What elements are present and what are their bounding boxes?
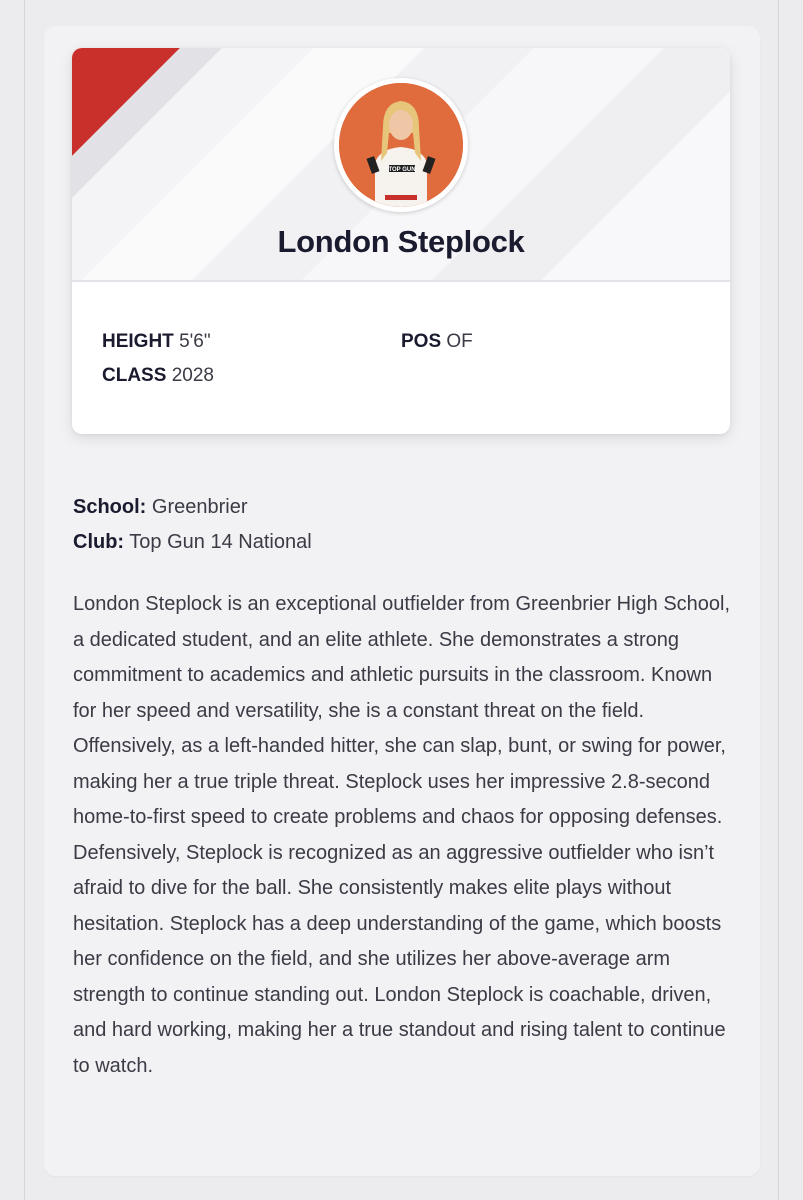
stat-height-value: 5'6" xyxy=(179,331,211,352)
school-label: School: xyxy=(73,496,147,518)
stat-pos-label: POS xyxy=(401,331,442,352)
stat-class-label: CLASS xyxy=(102,365,167,386)
avatar xyxy=(334,78,468,212)
right-edge-line xyxy=(778,0,779,1200)
player-card xyxy=(72,48,730,434)
school-line xyxy=(73,496,248,519)
club-line xyxy=(73,531,312,554)
player-photo-icon xyxy=(339,83,463,207)
club-label: Club: xyxy=(73,531,125,553)
stat-class xyxy=(102,365,214,387)
stat-class-value: 2028 xyxy=(171,365,214,386)
stat-height-label: HEIGHT xyxy=(102,331,174,352)
profile-container xyxy=(44,26,760,1176)
jersey-text: TOP GUN xyxy=(388,167,416,173)
stat-pos-value: OF xyxy=(446,331,473,352)
player-bio: London Steplock is an exceptional outfielder from Greenbrier High School, a dedicated student, and an elite athlete. She demonstrates a strong commitment to academics and athletic pursuits in the classroom. Known for her speed and versatility, she is a constant threat on the field. Offensively, as a left-handed hitter, she can slap, bunt, or swing for power, making her a true triple threat. Steplock uses her impressive 2.8-second home-to-first speed to create problems and chaos for opposing defenses. Defensively, Steplock is recognized as an aggressive outfielder who isn’t afraid to dive for the ball. She consistently makes elite plays without hesitation. Steplock has a deep understanding of the game, which boosts her confidence on the field, and she utilizes her above-average arm strength to continue standing out. London Steplock is coachable, driven, and hard working, making her a true standout and rising talent to continue to watch. xyxy=(73,593,731,1077)
stat-height xyxy=(102,331,211,353)
player-name: London Steplock xyxy=(277,224,525,259)
card-divider xyxy=(72,280,730,282)
school-value: Greenbrier xyxy=(151,496,248,518)
left-edge-line xyxy=(24,0,25,1200)
stat-position xyxy=(401,331,473,353)
club-value: Top Gun 14 National xyxy=(129,531,312,553)
